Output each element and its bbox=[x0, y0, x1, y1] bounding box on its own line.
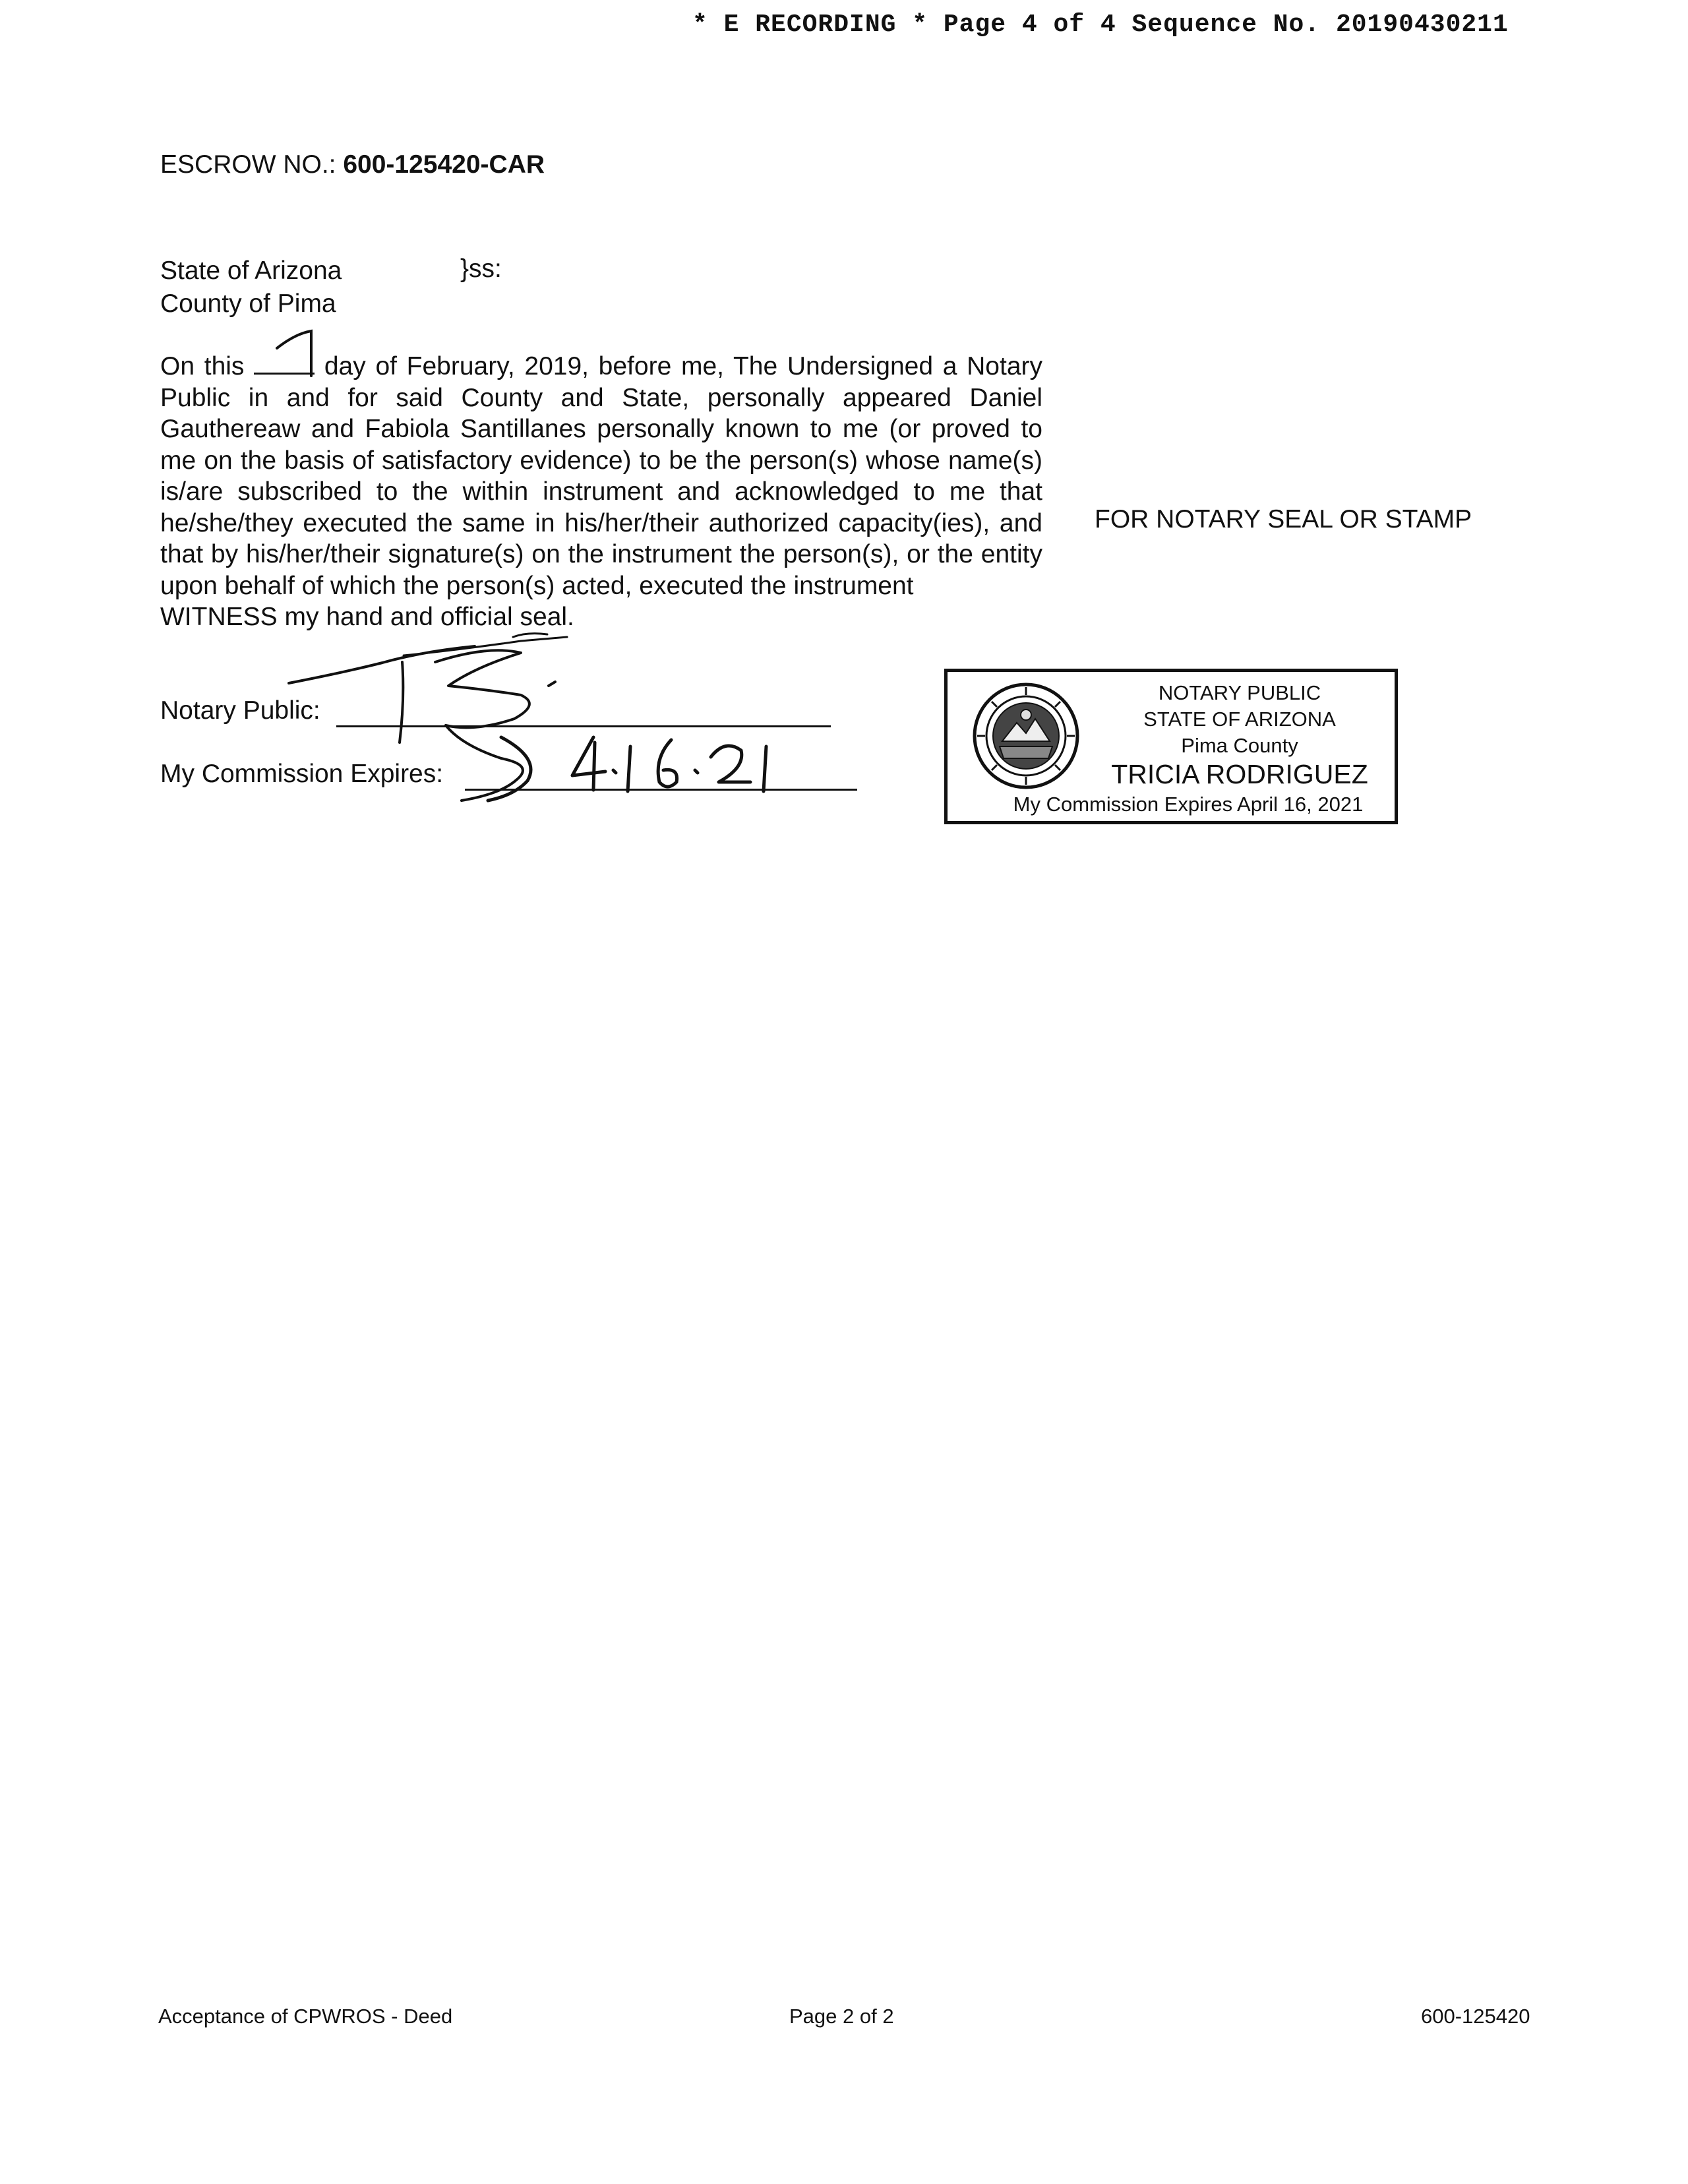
recording-header: * E RECORDING * Page 4 of 4 Sequence No. 20190430211 bbox=[692, 11, 1509, 39]
stamp-notary-name: TRICIA RODRIGUEZ bbox=[1111, 759, 1368, 789]
ack-intro: On this bbox=[160, 352, 245, 380]
stamp-line3: Pima County bbox=[1181, 734, 1298, 757]
stamp-expires: My Commission Expires April 16, 2021 bbox=[1013, 793, 1364, 816]
seal-caption: FOR NOTARY SEAL OR STAMP bbox=[1095, 505, 1472, 533]
stamp-line1: NOTARY PUBLIC bbox=[1158, 681, 1321, 704]
venue-county: County of Pima bbox=[160, 289, 336, 318]
ack-body: day of February, 2019, before me, The Undersigned a Notary Public in and for said County and State, personally appeared Daniel Gauthereaw and Fabiola Santillanes personally known to me (or proved to me on the basis of satisfactory evidence) to be the person(s) whose name(s) is/are subscribed to the within instrument and acknowledged to me that he/she/they executed the same in his/her/their authorized capacity(ies), and that by his/her/their signature(s) on the instrument the person(s), or the entity upon behalf of which the person(s) acted, executed the instrument bbox=[160, 352, 1042, 600]
footer-reference-number: 600-125420 bbox=[1421, 2005, 1530, 2028]
witness-line: WITNESS my hand and official seal. bbox=[160, 603, 574, 631]
footer-page-number: Page 2 of 2 bbox=[789, 2005, 894, 2028]
escrow-value: 600-125420-CAR bbox=[343, 150, 545, 179]
venue-state: State of Arizona bbox=[160, 257, 342, 285]
commission-date-handwritten bbox=[488, 737, 766, 801]
escrow-label: ESCROW NO.: bbox=[160, 150, 336, 179]
commission-expires-label: My Commission Expires: bbox=[160, 760, 444, 788]
venue-ss: }ss: bbox=[460, 255, 502, 283]
day-handwritten-7 bbox=[277, 331, 311, 376]
stamp-line2: STATE OF ARIZONA bbox=[1143, 708, 1336, 731]
footer-document-title: Acceptance of CPWROS - Deed bbox=[158, 2005, 453, 2028]
notary-signature bbox=[289, 646, 555, 801]
notary-public-label: Notary Public: bbox=[160, 696, 320, 725]
